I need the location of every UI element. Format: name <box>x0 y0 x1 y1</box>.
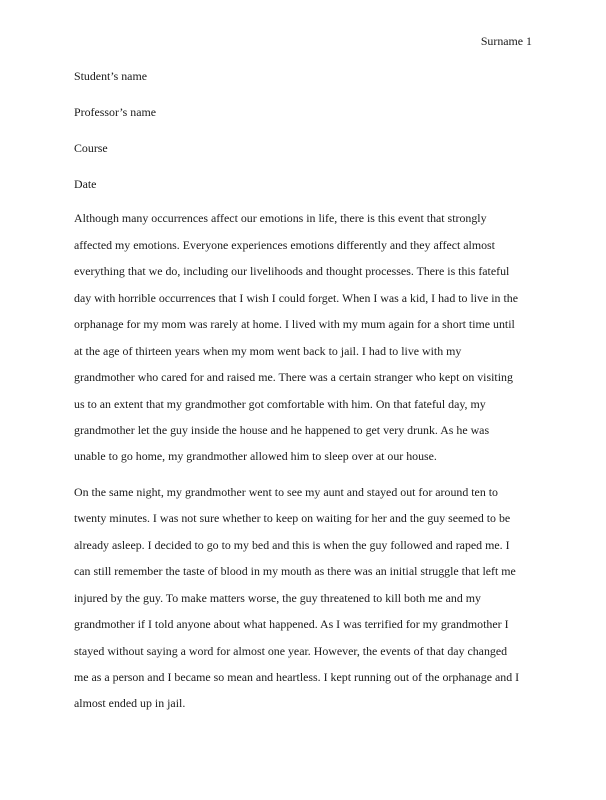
paragraph-1-line: unable to go home, my grandmother allowed him to sleep over at our house. <box>74 449 437 463</box>
paragraph-1-line: everything that we do, including our livelihoods and thought processes. There is this fateful <box>74 264 510 278</box>
paragraph-1-line: affected my emotions. Everyone experiences emotions differently and they affect almost <box>74 238 495 252</box>
student-name: Student’s name <box>74 69 147 83</box>
paragraph-2-line: grandmother if I told anyone about what happened. As I was terrified for my grandmother I <box>74 617 509 631</box>
paragraph-1-line: us to an extent that my grandmother got comfortable with him. On that fateful day, my <box>74 397 486 411</box>
paragraph-1-line: grandmother let the guy inside the house and he happened to get very drunk. As he was <box>74 423 490 437</box>
paragraph-2-line: me as a person and I became so mean and heartless. I kept running out of the orphanage and I <box>74 670 520 684</box>
paragraph-1-line: grandmother who cared for and raised me. There was a certain stranger who kept on visiting <box>74 370 513 384</box>
paragraph-1-line: at the age of thirteen years when my mom went back to jail. I had to live with my <box>74 344 462 358</box>
running-head: Surname 1 <box>480 34 532 48</box>
paragraph-2-line: stayed without saying a word for almost one year. However, the events of that day changed <box>74 644 508 658</box>
paragraph-2-line: injured by the guy. To make matters worse, the guy threatened to kill both me and my <box>74 591 481 605</box>
paragraph-2-line: twenty minutes. I was not sure whether to keep on waiting for her and the guy seemed to be <box>74 511 511 525</box>
paragraph-2-line: already asleep. I decided to go to my bed and this is when the guy followed and raped me. I <box>74 538 510 552</box>
paragraph-2-line: can still remember the taste of blood in my mouth as there was an initial struggle that left me <box>74 564 516 578</box>
paragraph-1-line: day with horrible occurrences that I wish I could forget. When I was a kid, I had to live in the <box>74 291 519 305</box>
paragraph-2-line: On the same night, my grandmother went to see my aunt and stayed out for around ten to <box>74 485 498 499</box>
paragraph-1-line: Although many occurrences affect our emotions in life, there is this event that strongly <box>74 211 487 225</box>
date: Date <box>74 177 97 191</box>
paragraph-1-line: orphanage for my mom was rarely at home. I lived with my mum again for a short time until <box>74 317 515 331</box>
course: Course <box>74 141 108 155</box>
paragraph-2-line: almost ended up in jail. <box>74 696 186 710</box>
professor-name: Professor’s name <box>74 105 157 119</box>
